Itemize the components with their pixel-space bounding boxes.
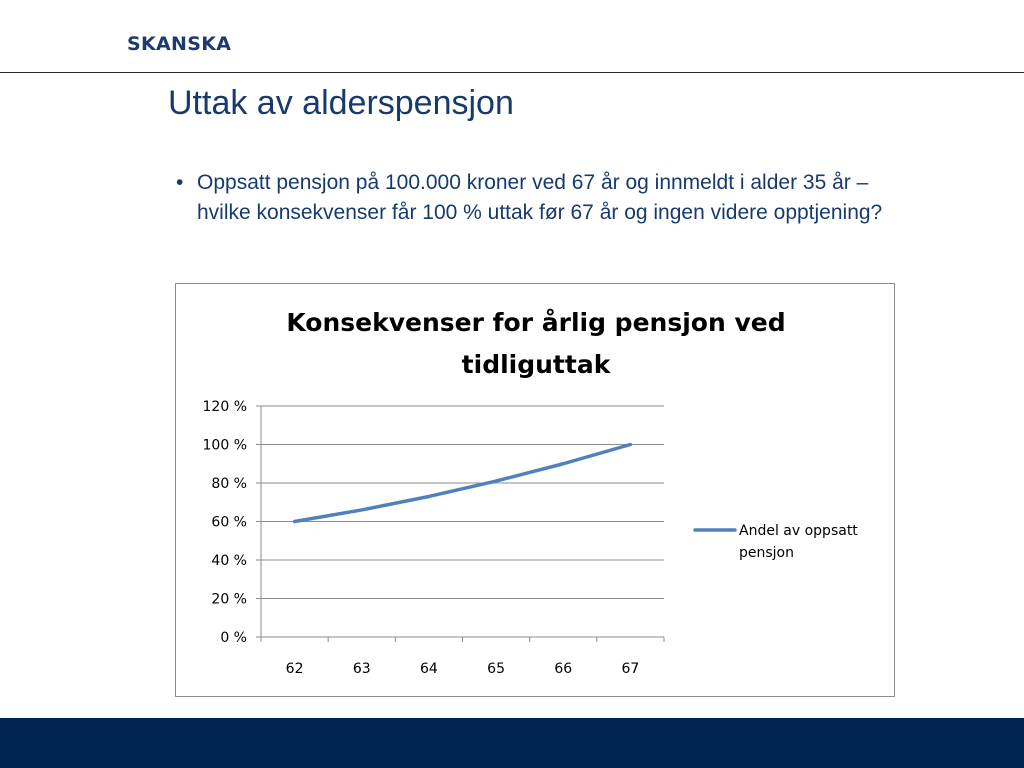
y-tick-label: 20 % [211,591,247,608]
legend [695,523,858,561]
axes [203,399,664,677]
x-tick-label: 66 [554,661,573,677]
legend-label: Andel av oppsatt [739,523,858,539]
slide-title: Uttak av alderspensjon [168,84,514,122]
x-tick-label: 62 [285,661,304,677]
header-divider [0,72,1024,73]
data-point [562,462,565,465]
chart-title-line-2: tidliguttak [461,350,611,379]
data-point [360,508,363,511]
bullet-item [176,168,906,228]
y-tick-label: 60 % [211,514,247,531]
y-tick-label: 40 % [211,553,247,569]
legend-label: pensjon [739,545,794,561]
footer-bar [0,718,1024,768]
x-tick-label: 65 [487,661,505,677]
y-tick-label: 0 % [220,630,247,646]
bullet-text: Oppsatt pensjon på 100.000 kroner ved 67 år og innmeldt i alder 35 år – hvilke konsekvenser får 100 % uttak før 67 år og ingen videre opptjening? [197,171,883,224]
chart-frame [175,283,895,697]
x-tick-label: 63 [352,661,371,677]
data-point [629,443,632,446]
x-tick-label: 67 [621,661,640,677]
data-point [293,520,296,523]
data-point [427,495,430,498]
y-tick-label: 120 % [202,399,247,415]
x-tick-label: 64 [420,661,438,677]
y-tick-label: 100 % [202,437,247,454]
data-point [495,480,498,483]
skanska-logo: SKANSKA [127,33,232,55]
gridlines [261,406,664,599]
line-chart [176,284,896,698]
y-tick-label: 80 % [211,476,247,492]
chart-title-line-1: Konsekvenser for årlig pensjon ved [286,308,786,337]
bullet-marker: • [176,171,184,194]
